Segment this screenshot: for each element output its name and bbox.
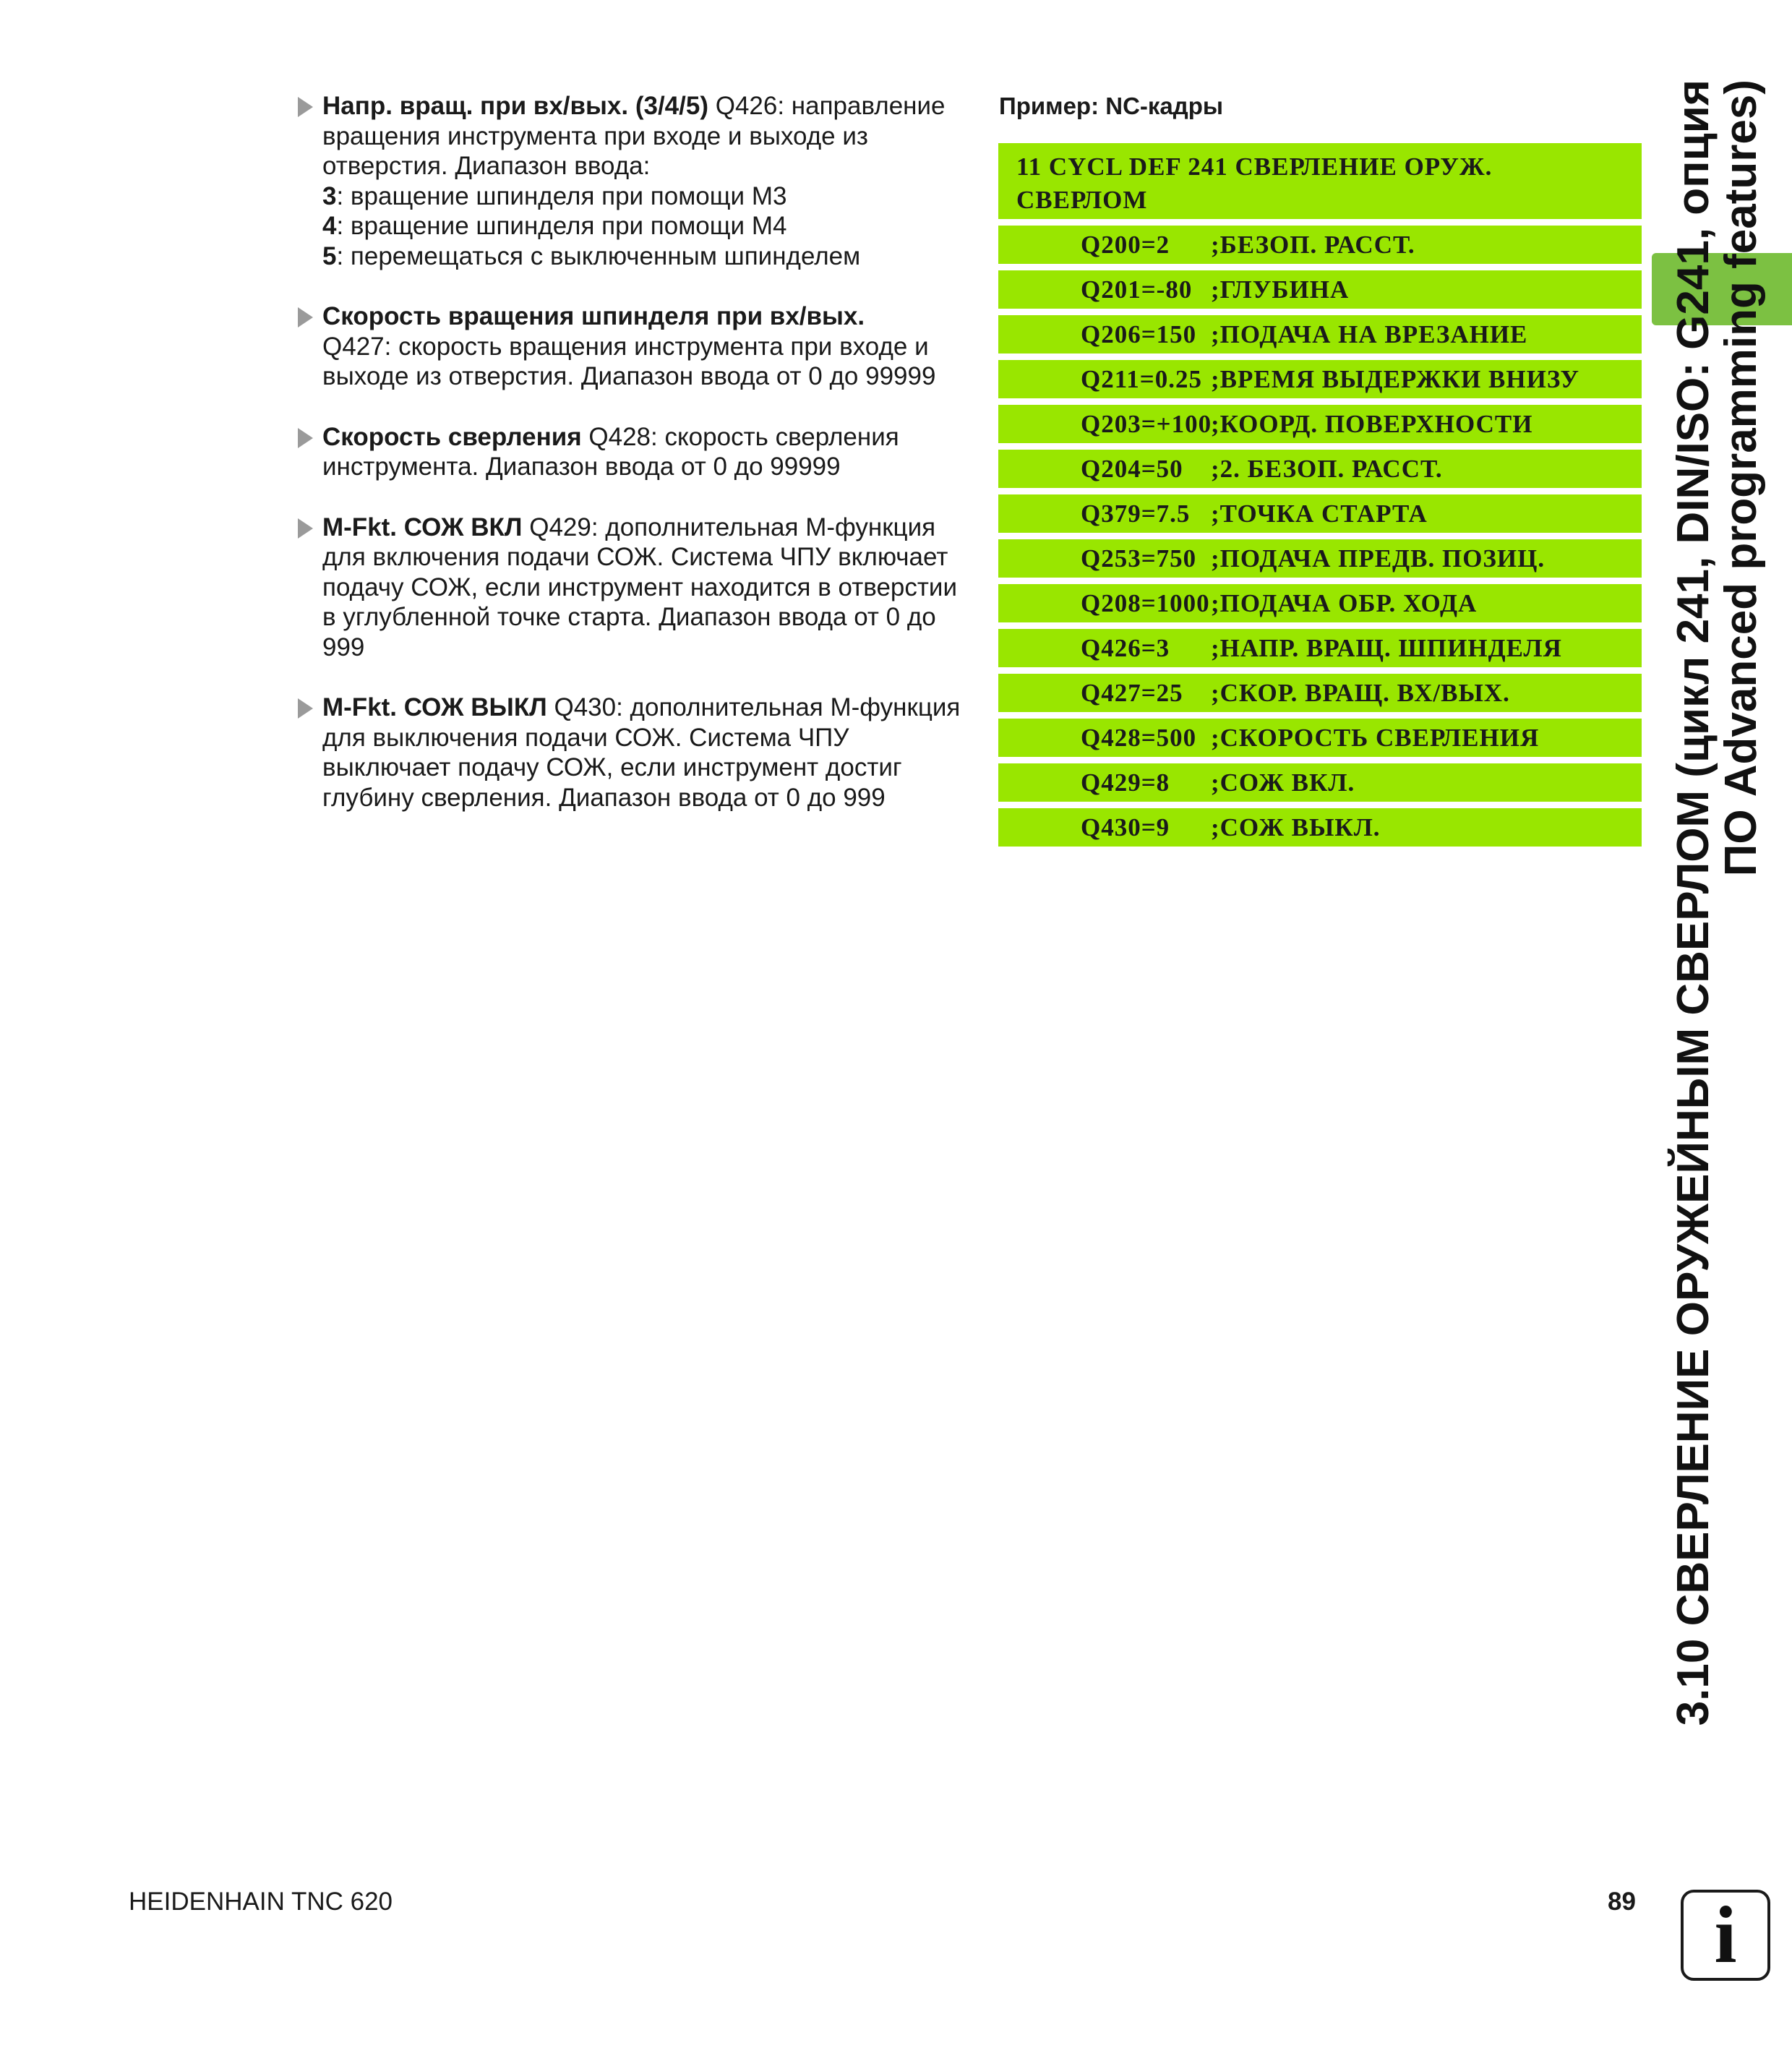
nc-comment: ;КООРД. ПОВЕРХНОСТИ: [1211, 409, 1533, 438]
param-description: Q428: скорость сверления инструмента. Диапазон ввода от 0 до 99999: [322, 422, 899, 481]
nc-comment: ;СКОР. ВРАЩ. ВХ/ВЫХ.: [1211, 678, 1510, 707]
nc-comment: ;ПОДАЧА ОБР. ХОДА: [1211, 588, 1478, 617]
nc-param: Q430=9: [1081, 813, 1170, 841]
param-q430: [296, 693, 961, 813]
example-title: Пример: NC-кадры: [999, 93, 1224, 119]
nc-row: [998, 539, 1642, 578]
nc-cycl-def-row: [998, 143, 1642, 219]
nc-row: [998, 315, 1642, 354]
param-description: Q429: дополнительная М-функция для включения подачи СОЖ. Система ЧПУ включает подачу СОЖ, если инструмент находится в отверстии в углубленной точке старта. Диапазон ввода от 0 до 999: [322, 513, 958, 661]
nc-param: Q429=8: [1081, 768, 1170, 797]
bullet-triangle-icon: [298, 698, 313, 719]
nc-row: [998, 450, 1642, 488]
parameter-list: [296, 91, 961, 843]
nc-comment: ;БЕЗОП. РАССТ.: [1211, 230, 1415, 259]
param-description: Q430: дополнительная М-функция для выключения подачи СОЖ. Система ЧПУ выключает подачу СОЖ, если инструмент достиг глубину сверления. Диапазон ввода от 0 до 999: [322, 693, 961, 812]
bullet-triangle-icon: [298, 518, 313, 539]
nc-param: Q208=1000: [1081, 588, 1210, 617]
nc-row: [998, 763, 1642, 802]
param-q427: [296, 301, 961, 392]
option-line: 4: вращение шпинделя при помощи M4: [322, 212, 787, 240]
nc-row: [998, 584, 1642, 622]
param-description: Q426: направление вращения инструмента при входе и выходе из отверстия. Диапазон ввода:: [322, 92, 946, 180]
nc-row: [998, 719, 1642, 757]
nc-comment: ;СОЖ ВКЛ.: [1211, 768, 1355, 797]
param-q429: [296, 513, 961, 663]
nc-param: Q203=+100: [1081, 409, 1212, 438]
nc-comment: ;ТОЧКА СТАРТА: [1211, 499, 1428, 528]
footer-manual-name: HEIDENHAIN TNC 620: [129, 1888, 393, 1916]
nc-row: [998, 674, 1642, 712]
param-name: Скорость сверления: [322, 422, 582, 451]
param-q426: [296, 91, 961, 271]
bullet-triangle-icon: [298, 97, 313, 117]
nc-comment: ;2. БЕЗОП. РАССТ.: [1211, 454, 1443, 483]
nc-comment: ;ПОДАЧА НА ВРЕЗАНИЕ: [1211, 320, 1528, 348]
param-name: M-Fkt. СОЖ ВЫКЛ: [322, 693, 547, 721]
param-description: Q427: скорость вращения инструмента при входе и выходе из отверстия. Диапазон ввода от 0 до 99999: [322, 332, 936, 390]
param-name: Напр. вращ. при вх/вых. (3/4/5): [322, 92, 708, 120]
nc-header-line: СВЕРЛОМ: [1016, 186, 1148, 214]
nc-param: Q206=150: [1081, 320, 1197, 348]
nc-param: Q426=3: [1081, 633, 1170, 662]
nc-row: [998, 270, 1642, 309]
nc-param: Q379=7.5: [1081, 499, 1191, 528]
nc-row: [998, 494, 1642, 533]
nc-row: [998, 226, 1642, 264]
nc-comment: ;ПОДАЧА ПРЕДВ. ПОЗИЦ.: [1211, 544, 1546, 573]
nc-param: Q428=500: [1081, 723, 1197, 752]
nc-comment: ;ВРЕМЯ ВЫДЕРЖКИ ВНИЗУ: [1211, 364, 1580, 393]
nc-comment: ;НАПР. ВРАЩ. ШПИНДЕЛЯ: [1211, 633, 1562, 662]
page-number: 89: [1608, 1888, 1636, 1916]
nc-param: Q211=0.25: [1081, 364, 1202, 393]
option-line: 3: вращение шпинделя при помощи M3: [322, 181, 787, 210]
nc-header-line: 11 CYCL DEF 241 СВЕРЛЕНИЕ ОРУЖ.: [1016, 153, 1493, 181]
chapter-title: [1670, 80, 1765, 1858]
option-line: 5: перемещаться с выключенным шпинделем: [322, 241, 861, 270]
chapter-title-line: 3.10 СВЕРЛЕНИЕ ОРУЖЕЙНЫМ СВЕРЛОМ (цикл 241, DIN/ISO: G241, опция: [1668, 80, 1718, 1726]
nc-param: Q253=750: [1081, 544, 1197, 573]
nc-block-table: [998, 143, 1642, 853]
param-name: M-Fkt. СОЖ ВКЛ: [322, 513, 523, 541]
nc-comment: ;СКОРОСТЬ СВЕРЛЕНИЯ: [1211, 723, 1540, 752]
chapter-title-line: ПО Advanced programming features): [1716, 80, 1766, 877]
nc-row: [998, 405, 1642, 443]
nc-param: Q427=25: [1081, 678, 1183, 707]
info-icon[interactable]: [1681, 1890, 1770, 1981]
param-q428: [296, 422, 961, 482]
bullet-triangle-icon: [298, 307, 313, 327]
bullet-triangle-icon: [298, 428, 313, 448]
nc-row: [998, 808, 1642, 847]
nc-row: [998, 629, 1642, 667]
nc-param: Q204=50: [1081, 454, 1183, 483]
nc-param: Q200=2: [1081, 230, 1170, 259]
nc-comment: ;СОЖ ВЫКЛ.: [1211, 813, 1381, 841]
info-glyph: i: [1714, 1890, 1737, 1980]
nc-comment: ;ГЛУБИНА: [1211, 275, 1350, 304]
param-name: Скорость вращения шпинделя при вх/вых.: [322, 302, 865, 330]
nc-row: [998, 360, 1642, 398]
nc-param: Q201=-80: [1081, 275, 1193, 304]
